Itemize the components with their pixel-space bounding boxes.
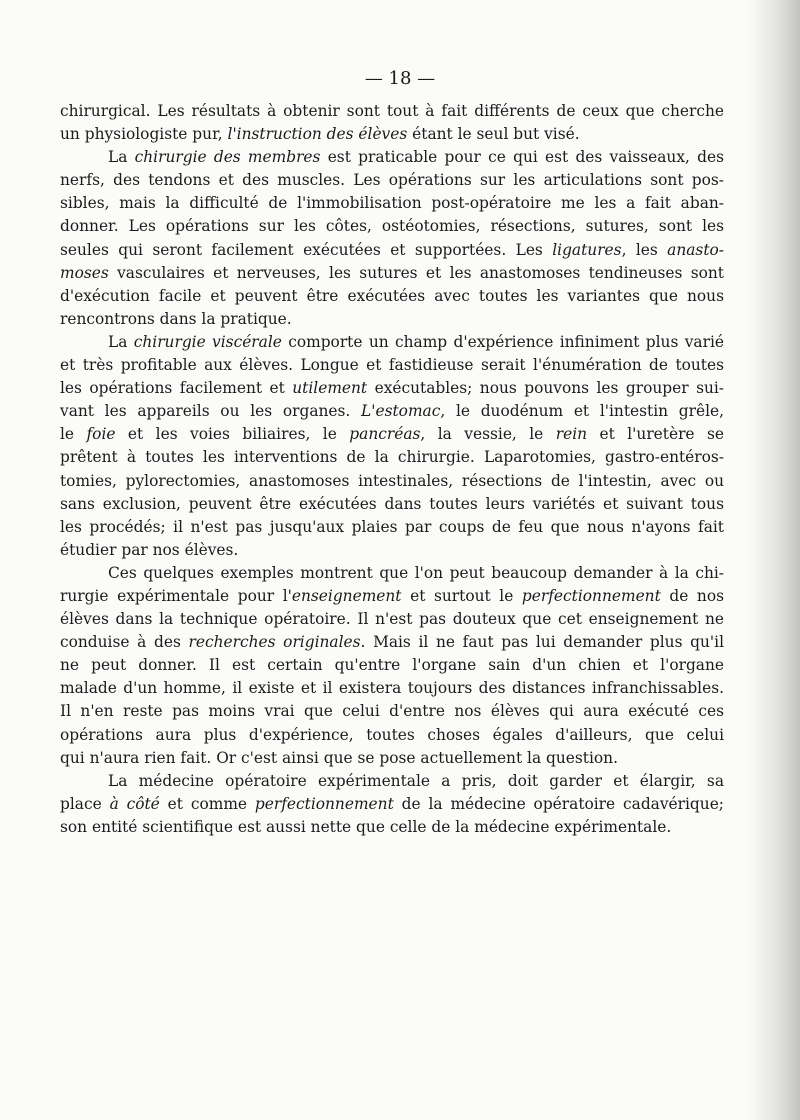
text-line — [60, 100, 724, 123]
italic-run: recherches originales — [188, 633, 361, 652]
text-line — [60, 631, 724, 654]
text-run: comporte un champ d'expérience infiniment plus varié — [281, 332, 724, 351]
text-line — [60, 377, 724, 400]
text-run: étudier par nos élèves. — [60, 540, 239, 559]
text-run: conduise à des — [60, 633, 189, 652]
text-line — [60, 400, 724, 423]
italic-run: rein — [555, 425, 588, 444]
text-run: nerfs, des tendons et des muscles. Les opérations sur les articulations sont pos- — [60, 171, 724, 190]
text-line — [60, 262, 724, 285]
text-line — [60, 146, 724, 169]
italic-run: l'instruction des élèves — [227, 125, 408, 144]
italic-run: perfectionnement — [254, 794, 394, 813]
text-run: est praticable pour ce qui est des vaisseaux, des — [320, 148, 724, 167]
italic-run: chirurgie des membres — [134, 148, 321, 167]
text-run: un physiologiste pur, — [60, 125, 228, 144]
text-run: seules qui seront facilement exécutées et supportées. Les — [60, 240, 553, 259]
text-line — [60, 677, 724, 700]
text-run: . Mais il ne faut pas lui demander plus qu'il — [360, 633, 724, 652]
text-line — [60, 493, 724, 516]
text-run: et très profitable aux élèves. Longue et fastidieuse serait l'énumération de toutes — [60, 356, 724, 375]
italic-run: à côté — [109, 794, 160, 813]
text-run: , la vessie, le — [420, 425, 556, 444]
text-run: La — [108, 332, 134, 351]
text-run: sans exclusion, peuvent être exécutées dans toutes leurs variétés et suivant tous — [60, 494, 724, 513]
text-run: les procédés; il n'est pas jusqu'aux plaies par coups de feu que nous n'ayons fait — [60, 517, 724, 536]
text-run: chirurgical. Les résultats à obtenir sont tout à fait différents de ceux que cherche — [60, 102, 724, 120]
italic-run: foie — [86, 425, 116, 444]
text-line — [60, 724, 724, 747]
text-run: les opérations facilement et — [60, 379, 293, 398]
text-line — [60, 331, 724, 354]
paragraph — [60, 146, 724, 331]
text-run: de nos — [660, 586, 725, 605]
text-line — [60, 793, 724, 816]
text-line — [60, 747, 724, 770]
text-run: opérations aura plus d'expérience, toutes choses égales d'ailleurs, que celui — [60, 725, 724, 744]
text-run: vant les appareils ou les organes. — [60, 402, 362, 421]
text-run: Ces quelques exemples montrent que l'on peut beaucoup demander à la chi- — [108, 563, 724, 582]
text-run: et comme — [159, 794, 255, 813]
text-run: Il n'en reste pas moins vrai que celui d'entre nos élèves qui aura exécuté ces — [60, 702, 724, 721]
text-line — [60, 562, 724, 585]
text-line — [60, 608, 724, 631]
text-run: vasculaires et nerveuses, les sutures et les anastomoses tendineuses sont — [108, 263, 724, 282]
text-run: de la médecine opératoire cadavérique; — [393, 794, 724, 813]
text-line — [60, 123, 724, 146]
text-line — [60, 654, 724, 677]
text-run: le — [60, 425, 87, 444]
text-run: et surtout le — [401, 586, 522, 605]
text-line — [60, 700, 724, 723]
text-run: sibles, mais la difficulté de l'immobilisation post-opératoire me les a fait aban- — [60, 194, 724, 213]
italic-run: enseignement — [291, 586, 402, 605]
text-run: rurgie expérimentale pour l' — [60, 586, 292, 605]
italic-run: perfectionnement — [521, 586, 661, 605]
italic-run: chirurgie viscérale — [133, 332, 282, 351]
text-line — [60, 239, 724, 262]
text-run: La — [108, 148, 135, 167]
italic-run: anasto- — [667, 240, 724, 259]
italic-run: L'estomac — [361, 402, 441, 421]
text-run: d'exécution facile et peuvent être exécutées avec toutes les variantes que nous — [60, 286, 724, 305]
text-run: étant le seul but visé. — [407, 125, 580, 144]
text-run: malade d'un homme, il existe et il existera toujours des distances infranchissables. — [60, 679, 724, 698]
paragraph — [60, 331, 724, 562]
text-line — [60, 169, 724, 192]
text-line — [60, 470, 724, 493]
text-line — [60, 354, 724, 377]
text-run: exécutables; nous pouvons les grouper sui- — [367, 379, 725, 398]
body-text — [60, 100, 724, 839]
text-run: place — [60, 794, 110, 813]
text-run: et les voies biliaires, le — [115, 425, 350, 444]
paragraph — [60, 100, 724, 146]
text-line — [60, 308, 724, 331]
text-run: tomies, pylorectomies, anastomoses intestinales, résections de l'intestin, avec ou — [60, 471, 724, 490]
text-run: , les — [621, 240, 668, 259]
italic-run: utilement — [292, 379, 368, 398]
text-line — [60, 770, 724, 793]
italic-run: moses — [60, 263, 109, 282]
text-run: et l'uretère se — [587, 425, 724, 444]
paragraph — [60, 770, 724, 839]
text-run: prêtent à toutes les interventions de la chirurgie. Laparotomies, gastro-entéros- — [60, 448, 724, 467]
page-edge-shadow — [748, 0, 800, 1120]
italic-run: pancréas — [349, 425, 421, 444]
text-line — [60, 215, 724, 238]
paragraph — [60, 562, 724, 770]
text-line — [60, 192, 724, 215]
text-run: rencontrons dans la pratique. — [60, 309, 292, 328]
text-line — [60, 585, 724, 608]
text-run: son entité scientifique est aussi nette que celle de la médecine expérimentale. — [60, 817, 672, 836]
text-run: qui n'aura rien fait. Or c'est ainsi que se pose actuellement la question. — [60, 748, 618, 767]
italic-run: ligatures — [552, 240, 622, 259]
text-run: donner. Les opérations sur les côtes, ostéotomies, résections, sutures, sont les — [60, 217, 724, 236]
text-line — [60, 516, 724, 539]
text-line — [60, 423, 724, 446]
text-line — [60, 539, 724, 562]
text-line — [60, 446, 724, 469]
text-run: La médecine opératoire expérimentale a pris, doit garder et élargir, sa — [108, 771, 724, 790]
text-line — [60, 285, 724, 308]
text-run: élèves dans la technique opératoire. Il n'est pas douteux que cet enseignement ne — [60, 610, 724, 629]
text-run: ne peut donner. Il est certain qu'entre l'organe sain d'un chien et l'organe — [60, 656, 724, 675]
text-run: , le duodénum et l'intestin grêle, — [440, 402, 724, 421]
text-line — [60, 816, 724, 839]
page-number: — 18 — — [364, 68, 436, 89]
